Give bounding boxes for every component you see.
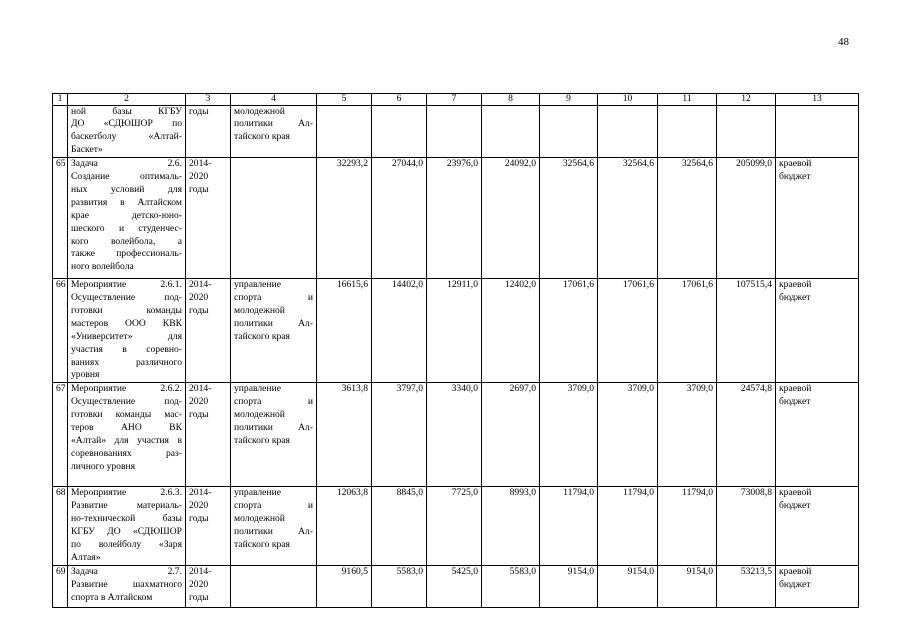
value-cell [427,105,482,158]
value-cell [540,105,598,158]
cell-line: ной базы КГБУ [71,105,182,117]
funding-source-cell [776,279,859,383]
value-cell: 3709,0 [540,383,598,487]
executor-cell [231,158,317,279]
col-header: 9 [540,94,598,106]
cell-line: Создание оптималь- [71,171,182,183]
cell-line: КГБУ ДО «СДЮШОР [71,526,182,538]
cell-line: ных условий для [71,183,182,195]
cell-line: годы [189,513,209,525]
cell-line: участия в соревно- [71,343,182,355]
table-row [53,383,859,487]
cell-line: по волейболу «Заря [71,539,182,550]
cell-line: годы [189,304,209,316]
cell-line: Задача 2.7. [71,565,182,577]
cell-line: Осуществление под- [71,396,182,408]
cell-line: молодежной [234,409,285,421]
value-cell: 9154,0 [540,565,598,607]
value-cell: 3709,0 [658,383,717,487]
cell-line: бюджет [779,171,811,183]
cell-line: кого волейбола, а [71,235,182,247]
value-cell: 11794,0 [598,487,658,565]
value-cell: 16615,6 [317,279,372,383]
cell-line: шеского и студенчес- [71,222,182,234]
cell-line: 2014- [189,383,212,395]
period-cell [186,158,231,279]
col-header: 1 [53,94,68,106]
value-cell: 5583,0 [372,565,427,607]
cell-line: 2020 [189,171,209,183]
cell-line: молодежной [234,513,285,525]
page-number: 48 [838,36,849,48]
cell-line: ваниях различного [71,356,182,368]
cell-line: соревнованиях раз- [71,447,182,459]
cell-line: Алтая» [71,551,101,563]
value-cell: 9154,0 [598,565,658,607]
cell-line: ного волейбола [71,261,134,273]
value-cell: 73008,8 [717,487,776,565]
cell-line: Развитие шахматного [71,578,182,590]
cell-line: управление [234,279,281,291]
col-header: 2 [68,94,186,106]
value-cell: 17061,6 [598,279,658,383]
cell-line: политики Ал- [234,526,313,538]
cell-line: бюджет [779,292,811,304]
value-cell: 5425,0 [427,565,482,607]
cell-line: политики Ал- [234,422,313,434]
cell-line: управление [234,383,281,395]
value-cell: 11794,0 [658,487,717,565]
col-header: 12 [717,94,776,106]
col-header: 4 [231,94,317,106]
value-cell: 32564,6 [598,158,658,279]
value-cell [482,105,540,158]
cell-line: Мероприятие 2.6.3. [71,487,182,499]
cell-line: спорта и [234,500,313,512]
cell-line: бюджет [779,578,811,590]
value-cell: 32293,2 [317,158,372,279]
cell-line: 2020 [189,396,209,408]
period-cell [186,279,231,383]
value-cell [717,105,776,158]
value-cell [658,105,717,158]
cell-line: краевой [779,158,812,170]
cell-line: годы [189,409,209,421]
table-row [53,105,859,158]
row-number-cell: 68 [53,487,68,565]
name-cell [68,383,186,487]
cell-line: бюджет [779,500,811,512]
cell-line: годы [189,105,209,117]
col-header: 3 [186,94,231,106]
cell-line: краевой [779,487,812,499]
executor-cell [231,565,317,607]
cell-line: спорта в Алтайском [71,591,153,603]
cell-line: готовки команды [71,304,182,316]
period-cell [186,383,231,487]
cell-line: Задача 2.6. [71,158,182,170]
value-cell: 8845,0 [372,487,427,565]
col-header: 11 [658,94,717,106]
col-header: 13 [776,94,859,106]
name-cell [68,158,186,279]
value-cell: 27044,0 [372,158,427,279]
cell-line: 2014- [189,158,212,170]
value-cell: 5583,0 [482,565,540,607]
row-number-cell: 65 [53,158,68,279]
value-cell: 9160,5 [317,565,372,607]
cell-line: спорта и [234,396,313,408]
cell-line: но-технической базы [71,513,182,525]
table-row [53,487,859,565]
cell-line: теров АНО ВК [71,422,182,434]
funding-source-cell [776,158,859,279]
cell-line: мастеров ООО КВК [71,317,182,329]
col-header: 10 [598,94,658,106]
value-cell: 17061,6 [658,279,717,383]
col-header: 8 [482,94,540,106]
funding-source-cell [776,487,859,565]
value-cell: 3709,0 [598,383,658,487]
cell-line: Баскет» [71,144,103,156]
value-cell: 205099,0 [717,158,776,279]
row-number-cell: 67 [53,383,68,487]
value-cell: 14402,0 [372,279,427,383]
cell-line: уровня [71,369,100,381]
cell-line: политики Ал- [234,118,313,130]
cell-line: тайского края [234,435,290,446]
value-cell [317,105,372,158]
cell-line: «Университет» для [71,330,182,342]
executor-cell [231,383,317,487]
value-cell: 12402,0 [482,279,540,383]
executor-cell [231,279,317,383]
name-cell [68,105,186,158]
cell-line: политики Ал- [234,317,313,329]
value-cell: 11794,0 [540,487,598,565]
cell-line: бюджет [779,396,811,408]
value-cell: 24574,8 [717,383,776,487]
name-cell [68,279,186,383]
executor-cell [231,105,317,158]
value-cell: 3613,8 [317,383,372,487]
cell-line: 2020 [189,500,209,512]
cell-line: Мероприятие 2.6.1. [71,279,182,291]
funding-source-cell [776,565,859,607]
value-cell: 9154,0 [658,565,717,607]
column-number-row [53,94,859,106]
value-cell: 12063,8 [317,487,372,565]
period-cell [186,105,231,158]
cell-line: тайского края [234,330,290,342]
value-cell: 17061,6 [540,279,598,383]
value-cell: 23976,0 [427,158,482,279]
cell-line: тайского края [234,539,290,550]
value-cell: 7725,0 [427,487,482,565]
cell-line: молодежной [234,105,285,117]
table-row [53,158,859,279]
cell-line: годы [189,183,209,195]
cell-line: ДО «СДЮШОР по [71,118,182,130]
cell-line: «Алтай» для участия в [71,435,182,446]
col-header: 7 [427,94,482,106]
period-cell [186,565,231,607]
value-cell: 32564,6 [540,158,598,279]
value-cell: 107515,4 [717,279,776,383]
cell-line: Мероприятие 2.6.2. [71,383,182,395]
funding-source-cell [776,383,859,487]
cell-line: спорта и [234,292,313,304]
value-cell: 3797,0 [372,383,427,487]
cell-line: краевой [779,383,812,395]
cell-line: тайского края [234,131,290,143]
cell-line: личного уровня [71,460,136,472]
table-row [53,279,859,383]
value-cell [598,105,658,158]
cell-line: 2014- [189,279,212,291]
cell-line: 2014- [189,565,212,577]
value-cell [372,105,427,158]
cell-line: развития в Алтайском [71,196,182,208]
table-row [53,565,859,607]
value-cell: 8993,0 [482,487,540,565]
cell-line: краевой [779,279,812,291]
name-cell [68,487,186,565]
cell-line: Развитие материаль- [71,500,182,512]
row-number-cell: 69 [53,565,68,607]
program-table [52,93,859,608]
cell-line: 2014- [189,487,212,499]
period-cell [186,487,231,565]
cell-line: молодежной [234,304,285,316]
value-cell: 2697,0 [482,383,540,487]
cell-line: баскетболу «Алтай- [71,131,182,143]
executor-cell [231,487,317,565]
value-cell: 3340,0 [427,383,482,487]
row-number-cell: 66 [53,279,68,383]
cell-line: годы [189,591,209,603]
cell-line: крае детско-юно- [71,209,182,221]
col-header: 5 [317,94,372,106]
value-cell: 12911,0 [427,279,482,383]
row-number-cell [53,105,68,158]
cell-line: краевой [779,565,812,577]
cell-line: также профессиональ- [71,248,182,260]
value-cell: 32564,6 [658,158,717,279]
cell-line: Осуществление под- [71,292,182,304]
cell-line: 2020 [189,578,209,590]
cell-line: готовки команды мас- [71,409,182,421]
value-cell: 53213,5 [717,565,776,607]
cell-line: 2020 [189,292,209,304]
col-header: 6 [372,94,427,106]
value-cell: 24092,0 [482,158,540,279]
name-cell [68,565,186,607]
funding-source-cell [776,105,859,158]
cell-line: управление [234,487,281,499]
